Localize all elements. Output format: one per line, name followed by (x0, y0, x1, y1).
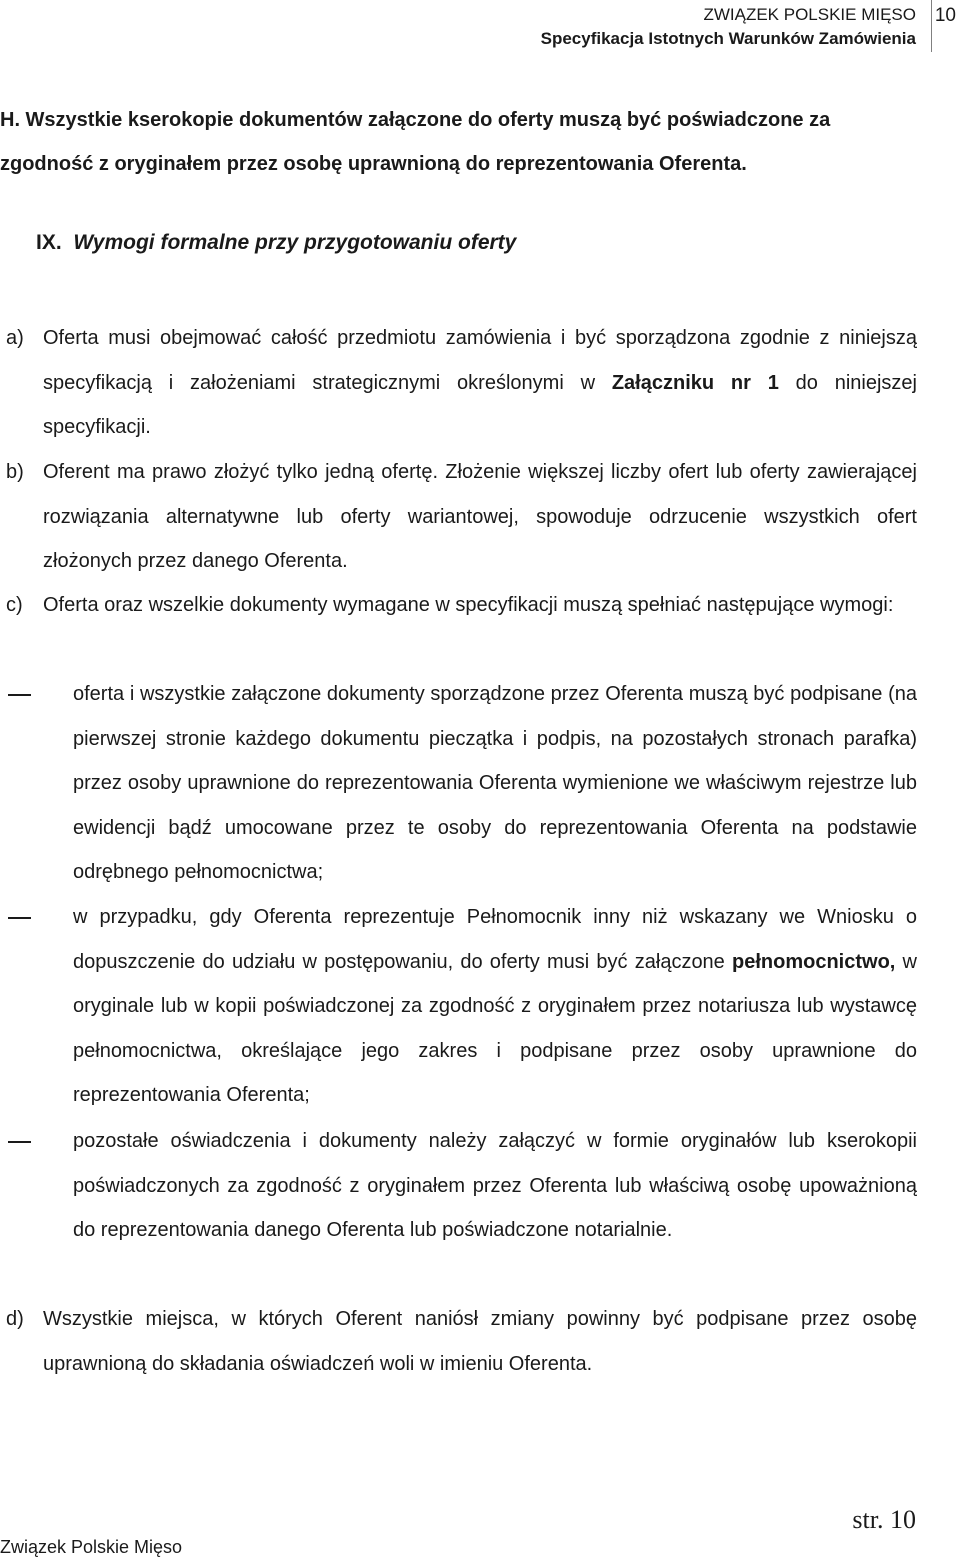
footer-page-label: str. 10 (852, 1505, 916, 1534)
item-b-text: Oferent ma prawo złożyć tylko jedną ofertę. Złożenie większej liczby ofert lub oferty zawierającej rozwiązania alternatywne lub oferty wariantowej, spowoduje odrzucenie wszystkich ofert złożonych przez danego Oferenta. (43, 461, 917, 572)
section-number: IX. (36, 231, 62, 254)
item-a-attachment-ref: Załączniku nr 1 (611, 371, 779, 394)
header-company: ZWIĄZEK POLSKIE MIĘSO (703, 5, 916, 24)
dash-bullet-icon (8, 917, 31, 919)
dash-bullet-icon (8, 694, 31, 696)
item-d-marker: d) (6, 1308, 24, 1330)
section-heading (36, 231, 516, 255)
item-a-text-part2: do niniejszej specyfikacji. (43, 371, 918, 438)
item-c-subitem-2-part1: w przypadku, gdy Oferenta reprezentuje Pełnomocnik inny niż wskazany we Wniosku o dopuszczenie do udziału w postępowaniu, do oferty musi być załączone (73, 906, 917, 973)
header-divider (931, 0, 932, 52)
item-c-subitem-2-bold: pełnomocnictwo, (732, 950, 896, 973)
item-c-subitem-1: oferta i wszystkie załączone dokumenty sporządzone przez Oferenta muszą być podpisane (na pierwszej stronie każdego dokumentu pieczątka i podpis, na pozostałych stronach parafka) przez osoby uprawnione do reprezentowania Oferenta wymienione we właściwym rejestrze lub ewidencji bądź umocowane przez te osoby do reprezentowania Oferenta na podstawie odrębnego pełnomocnictwa; (73, 683, 917, 883)
header-page-number: 10 (934, 5, 956, 26)
item-c-subitem-2 (73, 895, 917, 1118)
item-c-text: Oferta oraz wszelkie dokumenty wymagane w specyfikacji muszą spełniać następujące wymogi: (43, 594, 894, 616)
item-c-marker: c) (6, 594, 23, 616)
dash-bullet-icon (8, 1141, 31, 1143)
section-h-line2: zgodność z oryginałem przez osobę uprawnioną do reprezentowania Oferenta. (0, 153, 747, 175)
item-a-text (43, 316, 917, 450)
section-h-line1: H. Wszystkie kserokopie dokumentów załączone do oferty muszą być poświadczone za (0, 109, 831, 131)
item-a-text-part1: Oferta musi obejmować całość przedmiotu zamówienia i być sporządzona zgodnie z niniejszą specyfikacją i założeniami strategicznymi określonymi w (43, 327, 917, 394)
item-a-marker: a) (6, 327, 24, 349)
item-b-marker: b) (6, 461, 24, 483)
header-document-title: Specyfikacja Istotnych Warunków Zamówienia (540, 29, 916, 48)
item-c-subitem-3: pozostałe oświadczenia i dokumenty należy załączyć w formie oryginałów lub kserokopii poświadczonych za zgodność z oryginałem przez Oferenta lub właściwą osobę upoważnioną do reprezentowania danego Oferenta lub poświadczone notarialnie. (73, 1130, 917, 1241)
item-d-text: Wszystkie miejsca, w których Oferent naniósł zmiany powinny być podpisane przez osobę uprawnioną do składania oświadczeń woli w imieniu Oferenta. (43, 1308, 917, 1375)
item-c-subitem-2-part2: w oryginale lub w kopii poświadczonej za zgodność z oryginałem przez notariusza lub wystawcę pełnomocnictwa, określające jego zakres i podpisane przez osoby uprawnione do reprezentowania Oferenta; (73, 950, 917, 1106)
footer-company: Związek Polskie Mięso (0, 1537, 183, 1557)
section-title: Wymogi formalne przy przygotowaniu oferty (73, 231, 517, 254)
